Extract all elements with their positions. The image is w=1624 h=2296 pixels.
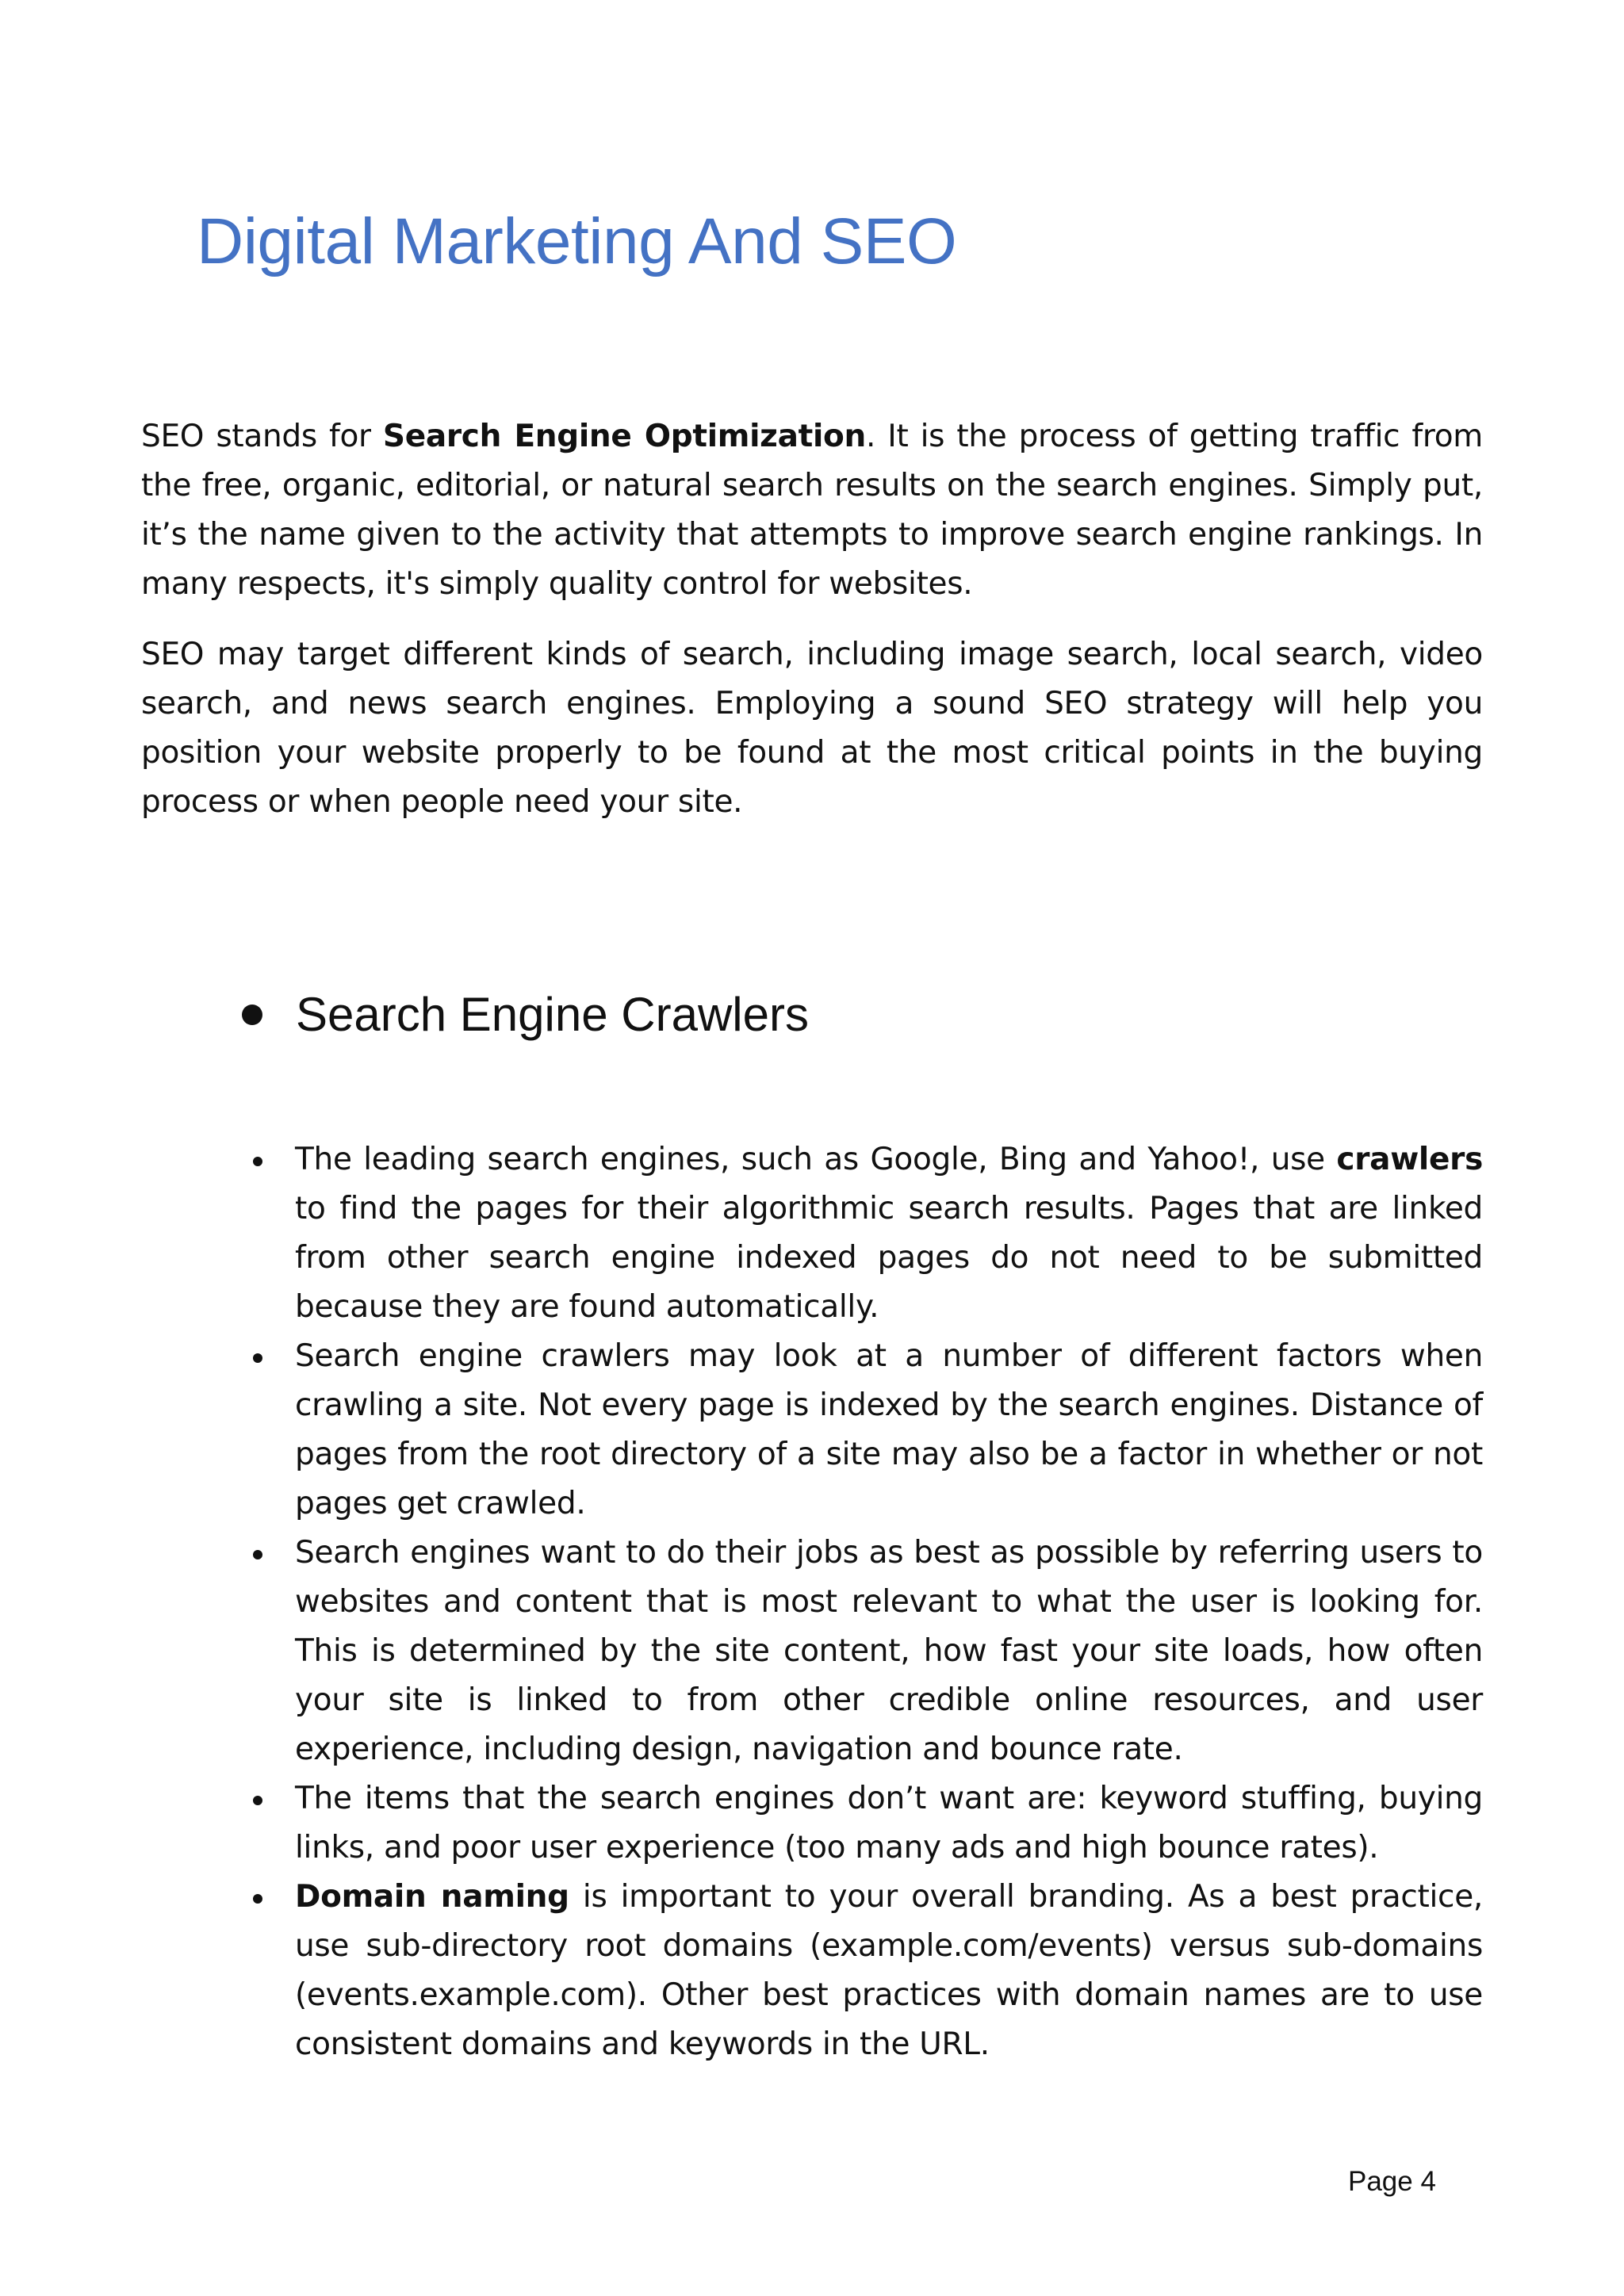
bullet-lead-text: The leading search engines, such as Google, Bing and Yahoo!, use bbox=[295, 1142, 1337, 1177]
bullet-item bbox=[295, 1774, 1483, 1873]
bullet-dot-icon bbox=[253, 1550, 262, 1559]
bullet-rest-text: is important to your overall branding. As a best practice, use sub-directory root domains (example.com/events) versus sub-domains (events.example.com). Other best practices with domain names are to use consistent domains and keywords in the URL. bbox=[295, 1879, 1483, 2062]
bullet-item bbox=[295, 1529, 1483, 1774]
bullet-text: Search engine crawlers may look at a number of different factors when crawling a site. Not every page is indexed by the search engines. Distance of pages from the root directory of a site may also be a factor in whether or not pages get crawled. bbox=[295, 1338, 1483, 1521]
bullet-dot-icon bbox=[253, 1157, 262, 1166]
bullet-item bbox=[295, 1135, 1483, 1332]
bullet-rest-text: to find the pages for their algorithmic search results. Pages that are linked from other search engine indexed pages do not need to be submitted because they are found automatically. bbox=[295, 1191, 1483, 1325]
bullet-text: Search engines want to do their jobs as best as possible by referring users to websites and content that is most relevant to what the user is looking for. This is determined by the site content, how fast your site loads, how often your site is linked to from other credible online resources, and user experience, including design, navigation and bounce rate. bbox=[295, 1535, 1483, 1767]
page-number: Page 4 bbox=[1348, 2166, 1436, 2197]
intro-lead-text: SEO stands for bbox=[141, 419, 383, 454]
heading-bullet-icon bbox=[242, 1004, 262, 1025]
intro-rest-text: . It is the process of getting traffic from the free, organic, editorial, or natural search results on the search engines. Simply put, it’s the name given to the activity that attempts to improve search engine rankings. In many respects, it's simply quality control for websites. bbox=[141, 419, 1483, 602]
bullet-item bbox=[295, 1332, 1483, 1529]
section-heading-label: Search Engine Crawlers bbox=[296, 988, 809, 1041]
bullet-text: The items that the search engines don’t want are: keyword stuffing, buying links, and poor user experience (too many ads and high bounce rates). bbox=[295, 1781, 1483, 1866]
bullet-dot-icon bbox=[253, 1796, 262, 1805]
intro-paragraph bbox=[141, 412, 1483, 609]
document-title: Digital Marketing And SEO bbox=[197, 205, 957, 277]
bullet-bold-term: Domain naming bbox=[295, 1879, 569, 1915]
bullet-dot-icon bbox=[253, 1353, 262, 1363]
intro-bold-term: Search Engine Optimization bbox=[382, 419, 866, 454]
bullet-dot-icon bbox=[253, 1894, 262, 1904]
bullet-item bbox=[295, 1873, 1483, 2069]
second-paragraph: SEO may target different kinds of search, including image search, local search, video search, and news search engines. Employing a sound SEO strategy will help you position your website properly to be found at the most critical points in the buying process or when people need your site. bbox=[141, 637, 1483, 820]
bullet-bold-term: crawlers bbox=[1336, 1142, 1483, 1177]
crawler-bullet-list bbox=[295, 1135, 1483, 2069]
